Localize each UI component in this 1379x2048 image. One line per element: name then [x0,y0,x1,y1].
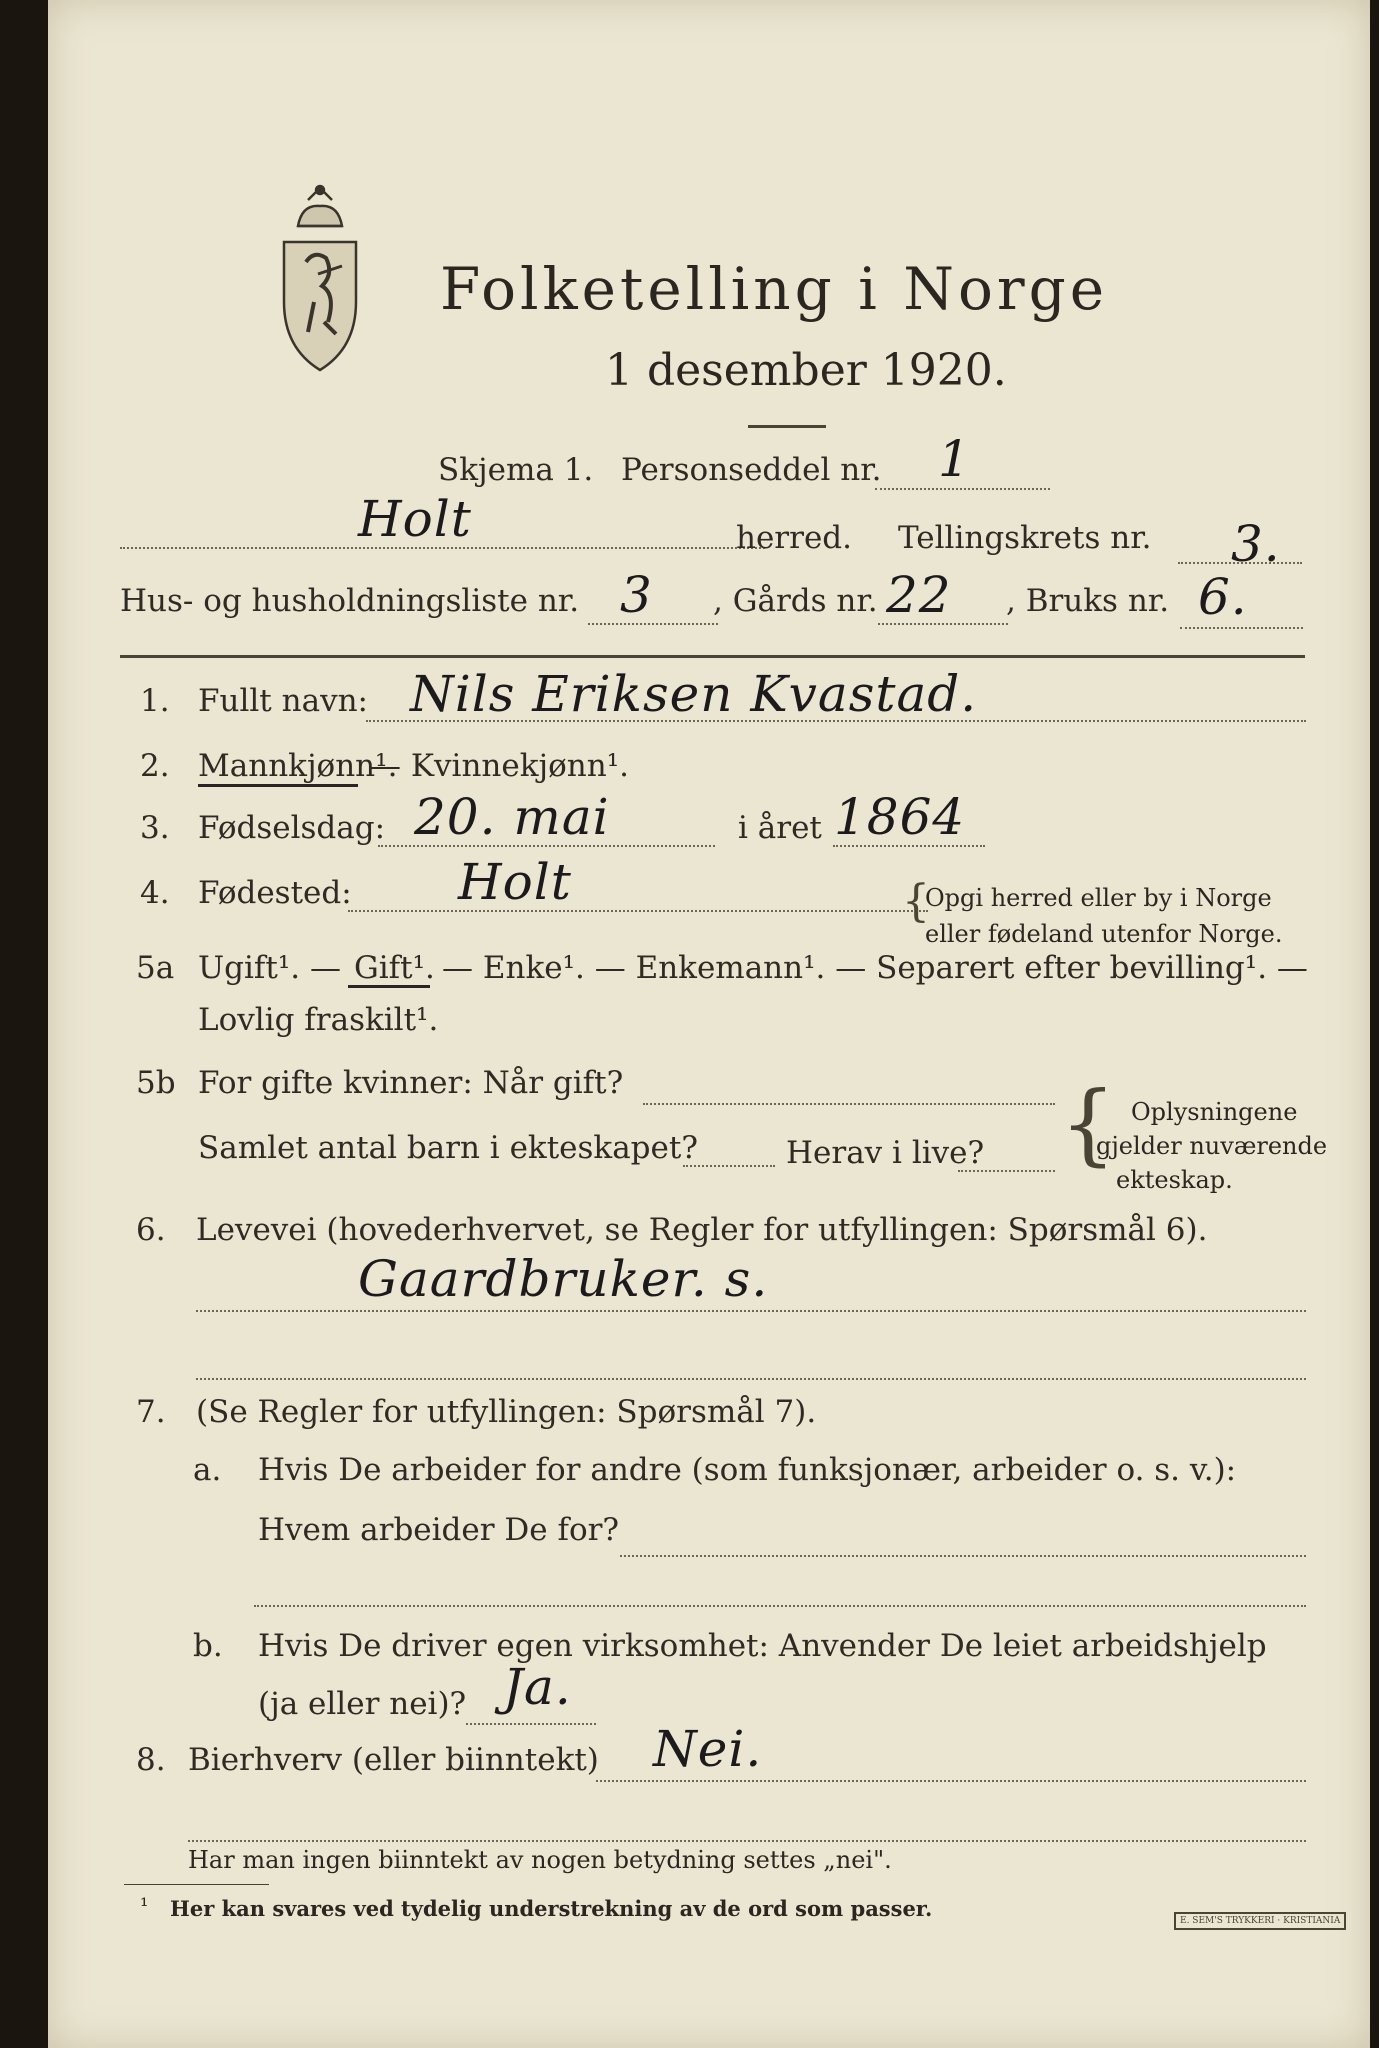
footnote-mark: ¹ [140,1894,149,1918]
husholdningsliste-label: Hus- og husholdningsliste nr. [120,583,580,619]
q8-number: 8. [136,1742,166,1778]
q4-label: Fødested: [198,875,352,911]
note-nei: Har man ingen biinntekt av nogen betydning settes „nei". [188,1846,892,1874]
printer-stamp: E. SEM'S TRYKKERI · KRISTIANIA [1174,1912,1346,1930]
personseddel-line [875,488,1050,490]
hired-help-value[interactable]: Ja. [503,1658,572,1716]
q2-mannkjonn[interactable]: Mannkjønn¹. [198,748,398,784]
bruks-value[interactable]: 6. [1198,568,1248,626]
q4-brace: { [902,876,930,927]
q1-label: Fullt navn: [198,683,368,719]
coat-of-arms-icon [278,182,362,378]
q5a-number: 5a [136,950,175,986]
q7b-line-2: (ja eller nei)? [258,1686,467,1722]
q7a-line [620,1555,1306,1557]
footnote-text: Her kan svares ved tydelig understrekning av de ord som passer. [170,1896,933,1921]
birthday-value[interactable]: 20. mai [414,788,610,846]
title-divider [748,425,826,428]
q5a-gift[interactable]: Gift¹. [354,950,435,986]
q4-number: 4. [140,875,170,911]
q7b-line-1: Hvis De driver egen virksomhet: Anvender De leiet arbeidshjelp [258,1628,1267,1664]
q4-line [348,910,928,912]
q7-number: 7. [136,1394,166,1430]
q7a-line-1: Hvis De arbeider for andre (som funksjonær, arbeider o. s. v.): [258,1452,1237,1488]
side-income-value[interactable]: Nei. [653,1720,763,1778]
q7a-line-extra [254,1605,1306,1607]
q3-aret: i året [738,810,822,846]
q5b-note-3: ekteskap. [1116,1166,1233,1194]
bruks-label: , Bruks nr. [1006,583,1170,619]
personseddel-label: Personseddel nr. [621,452,882,488]
q5b-barn-line [683,1165,775,1167]
birthplace-value[interactable]: Holt [458,853,572,911]
q6-number: 6. [136,1212,166,1248]
q5a-fraskilt[interactable]: Lovlig fraskilt¹. [198,1002,439,1038]
q5b-gift-line [643,1103,1055,1105]
q7-label: (Se Regler for utfyllingen: Spørsmål 7). [196,1394,817,1430]
q5b-note-1: Oplysningene [1131,1098,1298,1126]
header-divider [120,655,1305,658]
footnote-divider [124,1884,269,1885]
q3-number: 3. [140,810,170,846]
q7b-line [466,1723,596,1725]
q2-number: 2. [140,748,170,784]
occupation-value[interactable]: Gaardbruker. s. [358,1250,769,1308]
q7a-letter: a. [193,1452,222,1488]
q5b-herav-line [958,1170,1055,1172]
husholdningsliste-line [588,623,718,625]
husholdningsliste-value[interactable]: 3 [620,566,653,624]
q3-label: Fødselsdag: [198,810,386,846]
tellingskrets-value[interactable]: 3. [1231,515,1281,573]
q2-kvinnekjonn[interactable]: — Kvinnekjønn¹. [370,748,629,784]
q5b-note-2: gjelder nuværende [1096,1132,1328,1160]
q8-line [596,1780,1306,1782]
q4-note-2: eller fødeland utenfor Norge. [925,920,1283,948]
herred-label: herred. [736,520,852,556]
gift-underline [348,985,430,988]
q1-number: 1. [140,683,170,719]
census-date: 1 desember 1920. [605,345,1007,396]
full-name-value[interactable]: Nils Eriksen Kvastad. [410,665,978,723]
q6-line-2 [196,1378,1306,1380]
q5b-line-1: For gifte kvinner: Når gift? [198,1065,624,1101]
q5b-brace: { [1060,1072,1116,1175]
q6-line-1 [196,1310,1306,1312]
q5a-rest[interactable]: — Enke¹. — Enkemann¹. — Separert efter bevilling¹. — [442,950,1308,986]
personseddel-value[interactable]: 1 [938,430,971,488]
q6-label: Levevei (hovederhvervet, se Regler for utfyllingen: Spørsmål 6). [196,1212,1208,1248]
mannkjonn-underline [198,784,358,787]
q5b-line-2: Samlet antal barn i ekteskapet? [198,1130,698,1166]
q7b-letter: b. [193,1628,223,1664]
tellingskrets-label: Tellingskrets nr. [898,520,1152,556]
gards-value[interactable]: 22 [886,566,952,624]
q5b-herav: Herav i live? [786,1135,985,1171]
q4-note-1: Opgi herred eller by i Norge [925,884,1272,912]
bruks-line [1180,627,1303,629]
skjema-label: Skjema 1. [438,452,594,488]
census-form-page [48,0,1370,2048]
q8-line-2 [188,1840,1306,1842]
q8-label: Bierhverv (eller biinntekt) [188,1742,599,1778]
q5a-ugift[interactable]: Ugift¹. — [198,950,341,986]
birth-year-value[interactable]: 1864 [834,788,966,846]
gards-label: , Gårds nr. [713,583,878,619]
form-title: Folketelling i Norge [440,255,1109,323]
q7a-line-2: Hvem arbeider De for? [258,1512,620,1548]
q5b-number: 5b [136,1065,176,1101]
herred-value[interactable]: Holt [358,490,472,548]
